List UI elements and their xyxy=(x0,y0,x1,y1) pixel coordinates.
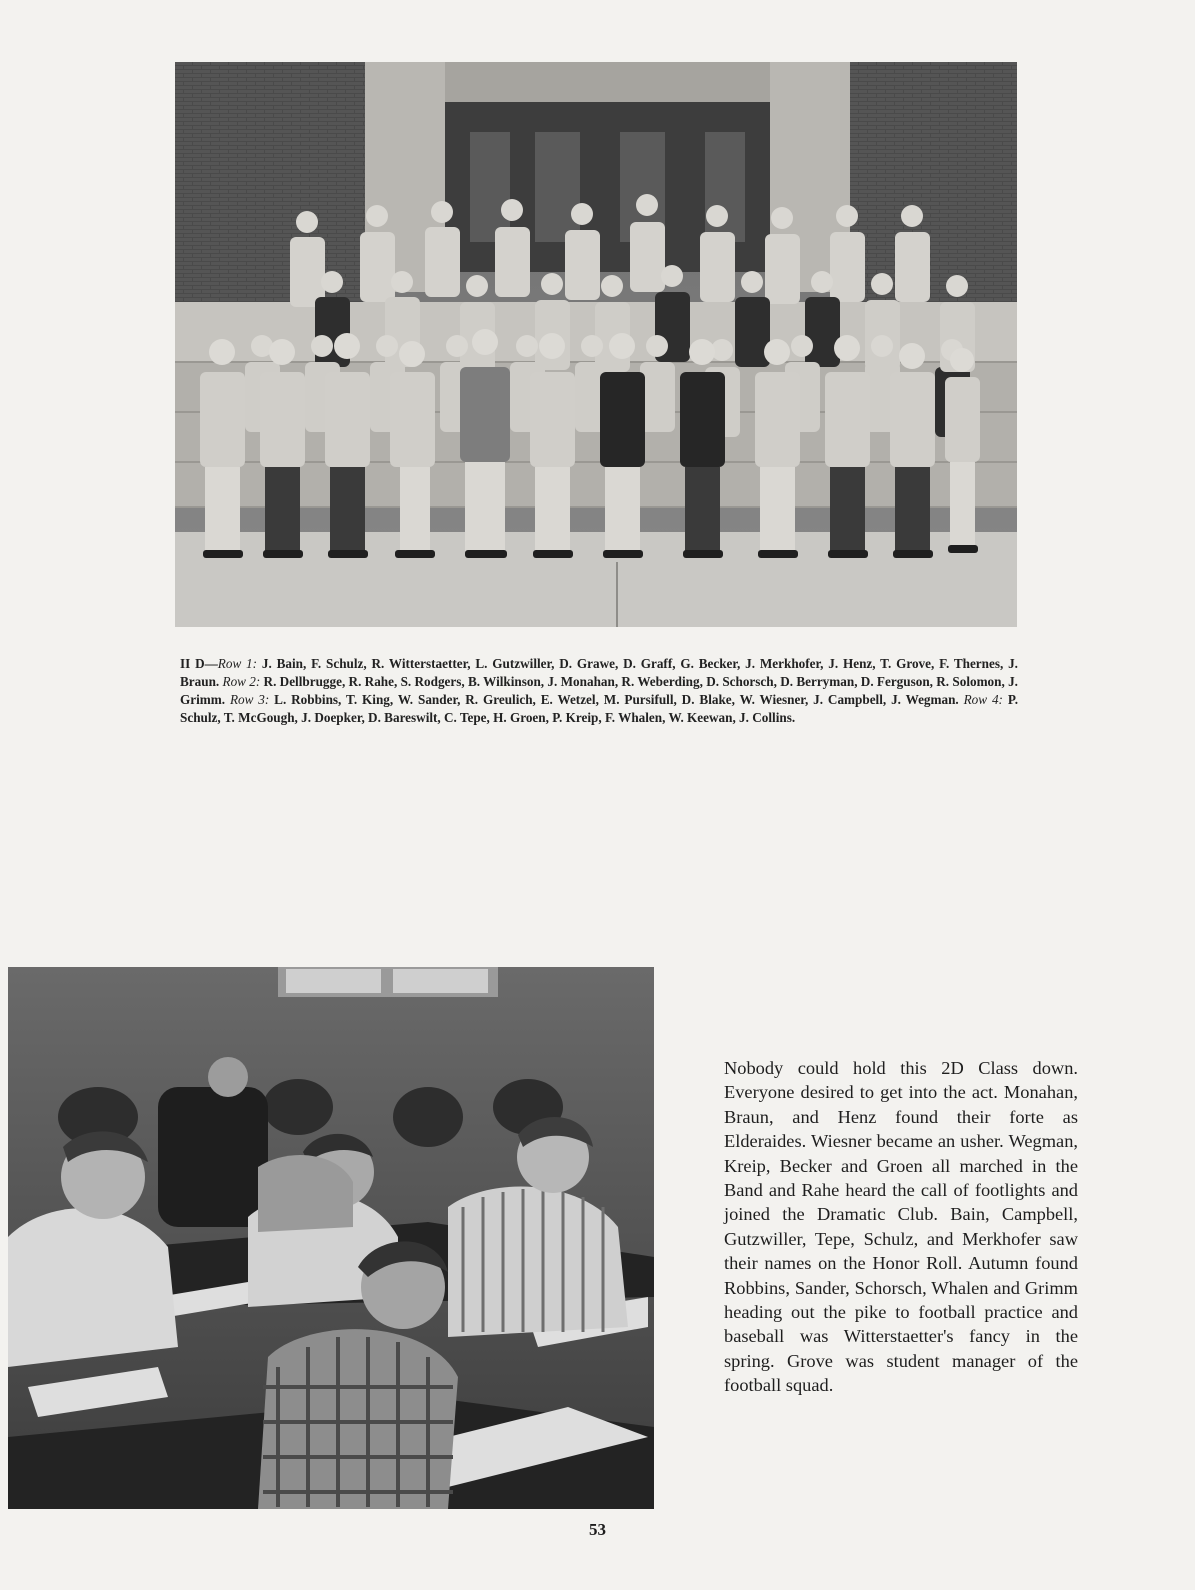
class-description: Nobody could hold this 2D Class down. Everyone desired to get into the act. Monahan, Braun, and Henz found their forte as Elderaides. Wiesner became an usher. Wegman, Kreip, Becker and Groen all marched in the Band and Rahe heard the call of footlights and joined the Dramatic Club. Bain, Campbell, Gutzwiller, Tepe, Schulz, and Merkhofer saw their names on the Honor Roll. Autumn found Robbins, Sander, Schorsch, Whalen and Grimm heading out the pike to football practice and baseball was Witterstaetter's fancy in the spring. Grove was student manager of the football squad. xyxy=(724,1058,1078,1396)
group-photo-caption xyxy=(180,655,1018,727)
class-group-photo xyxy=(175,62,1017,627)
classroom-photo xyxy=(8,967,654,1509)
caption-prefix: II D— xyxy=(180,656,218,671)
row-3-names: L. Robbins, T. King, W. Sander, R. Greulich, E. Wetzel, M. Pursifull, D. Blake, W. Wiesner, J. Campbell, J. Wegman. xyxy=(269,692,964,707)
row-2-names: R. Dellbrugge, R. Rahe, S. Rodgers, B. Wilkinson, J. Monahan, R. Weberding, D. Schorsch, D. Berryman, D. Ferguson, R. Solomon, J. Grimm. xyxy=(180,674,1018,707)
row-2-label: Row 2: xyxy=(222,674,261,689)
row-3-label: Row 3: xyxy=(229,692,270,707)
row-4-label: Row 4: xyxy=(963,692,1003,707)
row-1-label: Row 1: xyxy=(217,656,258,671)
row-4-names: P. Schulz, T. McGough, J. Doepker, D. Bareswilt, C. Tepe, H. Groen, P. Kreip, F. Whalen, W. Keewan, J. Collins. xyxy=(180,692,1018,725)
group-photo-image xyxy=(175,62,1017,627)
page-number: 53 xyxy=(589,1520,606,1539)
classroom-photo-image xyxy=(8,967,654,1509)
row-1-names: J. Bain, F. Schulz, R. Witterstaetter, L. Gutzwiller, D. Grawe, D. Graff, G. Becker, J. Merkhofer, J. Henz, T. Grove, F. Thernes, J. Braun. xyxy=(180,656,1018,689)
